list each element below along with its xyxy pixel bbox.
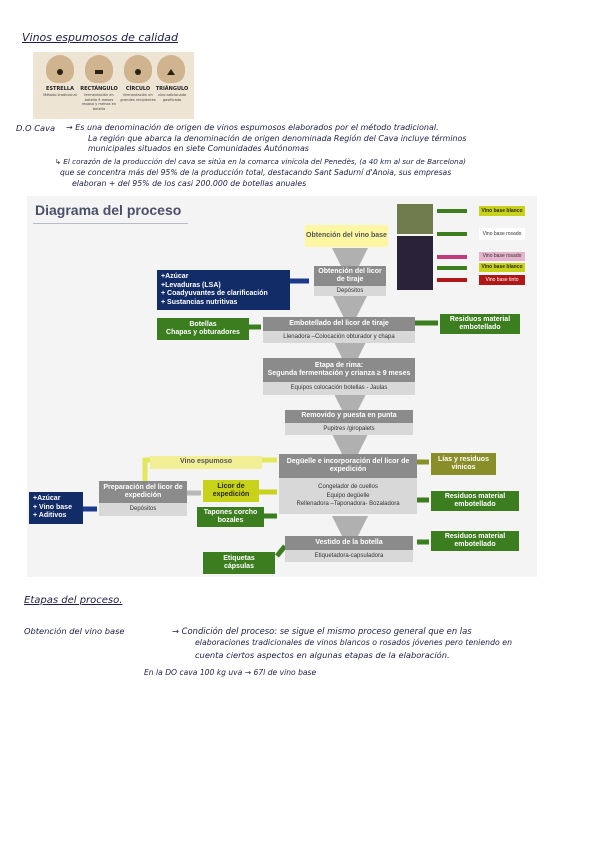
input-item: +Azúcar (33, 495, 61, 503)
circle-stamp-icon (124, 55, 152, 83)
vino-base-label: Vino base rosado (479, 252, 525, 261)
rectangle-stamp-icon (85, 55, 113, 83)
bottom-line: elaboraciones tradicionales de vinos blancos o rosados jóvenes pero teniendo en (195, 638, 513, 647)
pupitres-box: Pupitres /giropalets (285, 423, 413, 435)
stamp-label: ESTRELLA (46, 86, 74, 92)
vino-base-label: Vino base tinto (479, 275, 525, 285)
equipos-colocacion-box: Equipos colocación botellas - Jaulas (263, 382, 415, 395)
vino-base-label: Vino base blanco (479, 263, 525, 272)
stamp-sub: fermentación en botella 9 meses reposo y menos en botella (81, 93, 117, 111)
residuos-box: Residuos material embotellado (431, 491, 519, 511)
embotellado-box: Embotellado del licor de tiraje (263, 317, 415, 331)
botellas-box: Botellas Chapas y obturadores (157, 318, 249, 340)
equipo-item: Congelador de cuellos (318, 484, 378, 491)
section-title: Etapas del proceso. (24, 595, 123, 606)
stamp-sub: Método tradicional (43, 93, 77, 97)
do-label: D.O Cava (16, 123, 56, 133)
note-line: → Es una denominación de origen de vinos espumosos elaborados por el método tradicional. (66, 123, 439, 132)
input-item: + Vino base (33, 503, 72, 511)
process-diagram (27, 196, 537, 577)
llenadora-box: Llenadora –Colocación obturador y chapa (263, 331, 415, 343)
licor-expedicion-box: Licor de expedición (203, 480, 259, 502)
residuos-box: Residuos material embotellado (431, 531, 519, 551)
star-stamp-icon (46, 55, 74, 83)
notes-title: Vinos espumosos de calidad (22, 31, 178, 44)
stamp-sub: fermentación en grandes recipientes (120, 93, 156, 102)
equipo-item: Rellenadora –Taponadora- Bozaladora (296, 501, 400, 508)
vino-base-label: Vino base rosado (479, 228, 525, 240)
bottom-line: → Condición del proceso: se sigue el mismo proceso general que en las (172, 626, 472, 636)
lias-box: Lías y residuos vínicos (431, 453, 496, 475)
input-item: +Azúcar (161, 273, 189, 280)
note-line: ↳ El corazón de la producción del cava se sitúa en la comarca vinícola del Penedès, (a 40 km al sur de Barcelona) (55, 157, 466, 166)
obtencion-vino-base-box: Obtención del vino base (305, 225, 388, 247)
note-line: municipales situados en siete Comunidades Autónomas (88, 144, 309, 153)
input-item: +Levaduras (LSA) (161, 281, 221, 289)
inputs-licor-box (157, 270, 290, 310)
residuos-box: Residuos material embotellado (440, 314, 520, 334)
note-line: La región que abarca la denominación de origen denominada Región del Cava incluye términos (88, 134, 467, 143)
input-item: + Aditivos (33, 512, 67, 520)
red-grape-photo (397, 236, 433, 290)
etiquetas-box: Etiquetas cápsulas (203, 552, 275, 574)
input-item: + Coadyuvantes de clarificación (161, 290, 268, 297)
etapa-rima-box: Etapa de rima: Segunda fermentación y crianza ≥ 9 meses (263, 358, 415, 382)
preparacion-box: Preparación del licor de expedición (99, 481, 187, 503)
depositos-box: Depósitos (99, 503, 187, 516)
deguelle-equipos-box (279, 478, 417, 514)
bottom-line: cuenta ciertos aspectos en algunas etapas de la elaboración. (195, 650, 450, 660)
diagram-title: Diagrama del proceso (35, 202, 182, 218)
white-grape-photo (397, 204, 433, 234)
arrow-right (277, 546, 285, 556)
obtencion-licor-box: Obtención del licor de tiraje (314, 266, 386, 286)
note-line: elaboran + del 95% de los casi 200.000 de botellas anuales (72, 179, 307, 188)
vino-base-label: Vino base blanco (479, 206, 525, 216)
vestido-box: Vestido de la botella (285, 536, 413, 550)
deguelle-box: Degüelle e incorporación del licor de expedición (279, 454, 417, 478)
etiquetadora-box: Etiquetadora-capsuladora (285, 550, 413, 562)
vino-espumoso-box: Vino espumoso (150, 456, 262, 469)
equipo-item: Equipo degüelle (326, 492, 370, 499)
bottom-line: En la DO cava 100 kg uva → 67l de vino base (144, 668, 317, 677)
stamp-label: CÍRCULO (125, 86, 151, 92)
stamp-sub: vino adicionado gasificado (157, 93, 187, 102)
stamp-label: RECTÁNGULO (80, 86, 118, 92)
note-line: que se concentra más del 95% de la producción total, destacando Sant Sadurní d'Anoia, sus empresas (60, 168, 452, 177)
tapones-box: Tapones corcho bozales (197, 507, 264, 527)
stamp-legend (33, 52, 194, 119)
stamp-label: TRIÁNGULO (155, 86, 189, 92)
removido-box: Removido y puesta en punta (285, 410, 413, 423)
inputs-expedicion-box (29, 492, 83, 524)
depositos-box: Depósitos (314, 286, 386, 296)
input-item: + Sustancias nutritivas (161, 298, 238, 306)
triangle-stamp-icon (157, 55, 185, 83)
section-label: Obtención del vino base (24, 626, 125, 636)
